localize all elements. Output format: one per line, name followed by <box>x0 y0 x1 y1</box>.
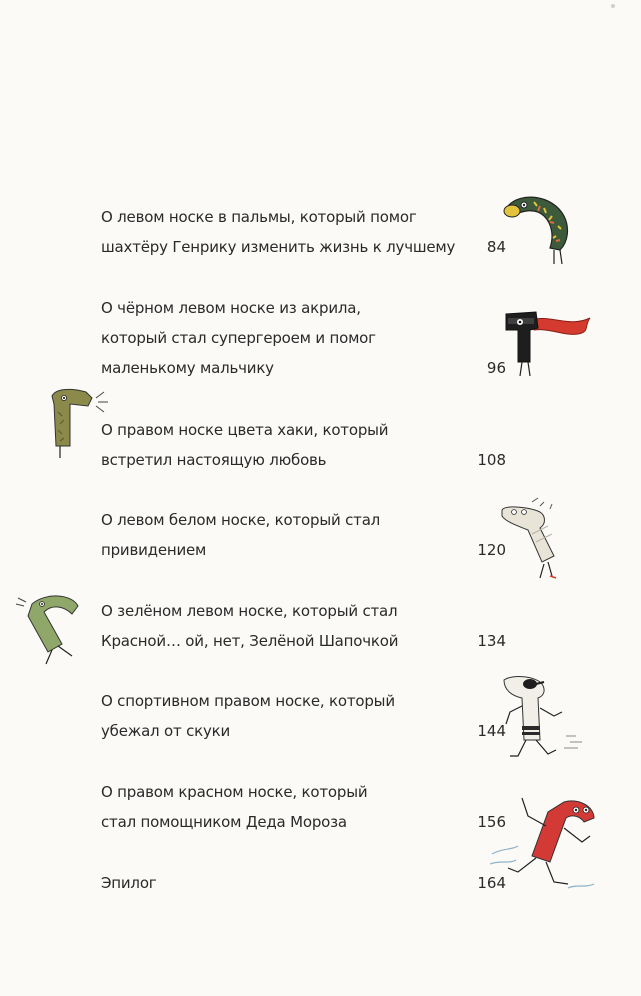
palm-sock-icon <box>500 188 580 268</box>
sport-sock-icon <box>496 670 596 770</box>
toc-entry-8-line-1: Эпилог <box>101 874 157 892</box>
toc-entry-3-line-2: встретил настоящую любовь <box>101 451 327 469</box>
toc-entry-4-line-1: О левом белом носке, который стал <box>101 511 381 529</box>
toc-entry-4-page: 120 <box>477 541 506 559</box>
toc-entry-1-line-2: шахтёру Генрику изменить жизнь к лучшему <box>101 238 456 256</box>
toc-entry-8[interactable] <box>101 868 156 898</box>
khaki-sock-icon <box>42 382 112 462</box>
toc-entry-3[interactable] <box>101 415 388 475</box>
toc-entry-2-line-1: О чёрном левом носке из акрила, <box>101 299 361 317</box>
toc-entry-2-page: 96 <box>486 359 506 377</box>
toc-entry-1-line-1: О левом носке в пальмы, который помог <box>101 208 417 226</box>
toc-entry-6[interactable] <box>101 686 395 746</box>
toc-entry-8-page: 164 <box>477 874 506 892</box>
ghost-sock-icon <box>496 494 576 584</box>
toc-entry-5-line-1: О зелёном левом носке, который стал <box>101 602 398 620</box>
toc-entry-5[interactable] <box>101 596 398 656</box>
toc-entry-6-line-1: О спортивном правом носке, который <box>101 692 395 710</box>
toc-entry-5-line-2: Красной… ой, нет, Зелёной Шапочкой <box>101 632 399 650</box>
toc-entry-6-line-2: убежал от скуки <box>101 722 231 740</box>
toc-entry-4[interactable] <box>101 505 380 565</box>
toc-entry-7[interactable] <box>101 777 367 837</box>
toc-entry-2-line-3: маленькому мальчику <box>101 359 274 377</box>
paper-speck <box>611 4 615 8</box>
green-sock-icon <box>12 590 102 670</box>
superhero-sock-icon <box>490 300 600 380</box>
toc-entry-2[interactable] <box>101 293 376 383</box>
toc-entry-7-page: 156 <box>477 813 506 831</box>
toc-entry-1[interactable] <box>101 202 455 262</box>
toc-entry-4-line-2: привидением <box>101 541 207 559</box>
toc-entry-1-page: 84 <box>486 238 506 256</box>
toc-entry-3-page: 108 <box>477 451 506 469</box>
toc-entry-7-line-1: О правом красном носке, который <box>101 783 368 801</box>
toc-entry-2-line-2: который стал супергероем и помог <box>101 329 376 347</box>
toc-entry-6-page: 144 <box>477 722 506 740</box>
toc-entry-5-page: 134 <box>477 632 506 650</box>
toc-entry-3-line-1: О правом носке цвета хаки, который <box>101 421 389 439</box>
red-sock-icon <box>488 788 603 898</box>
toc-entry-7-line-2: стал помощником Деда Мороза <box>101 813 347 831</box>
